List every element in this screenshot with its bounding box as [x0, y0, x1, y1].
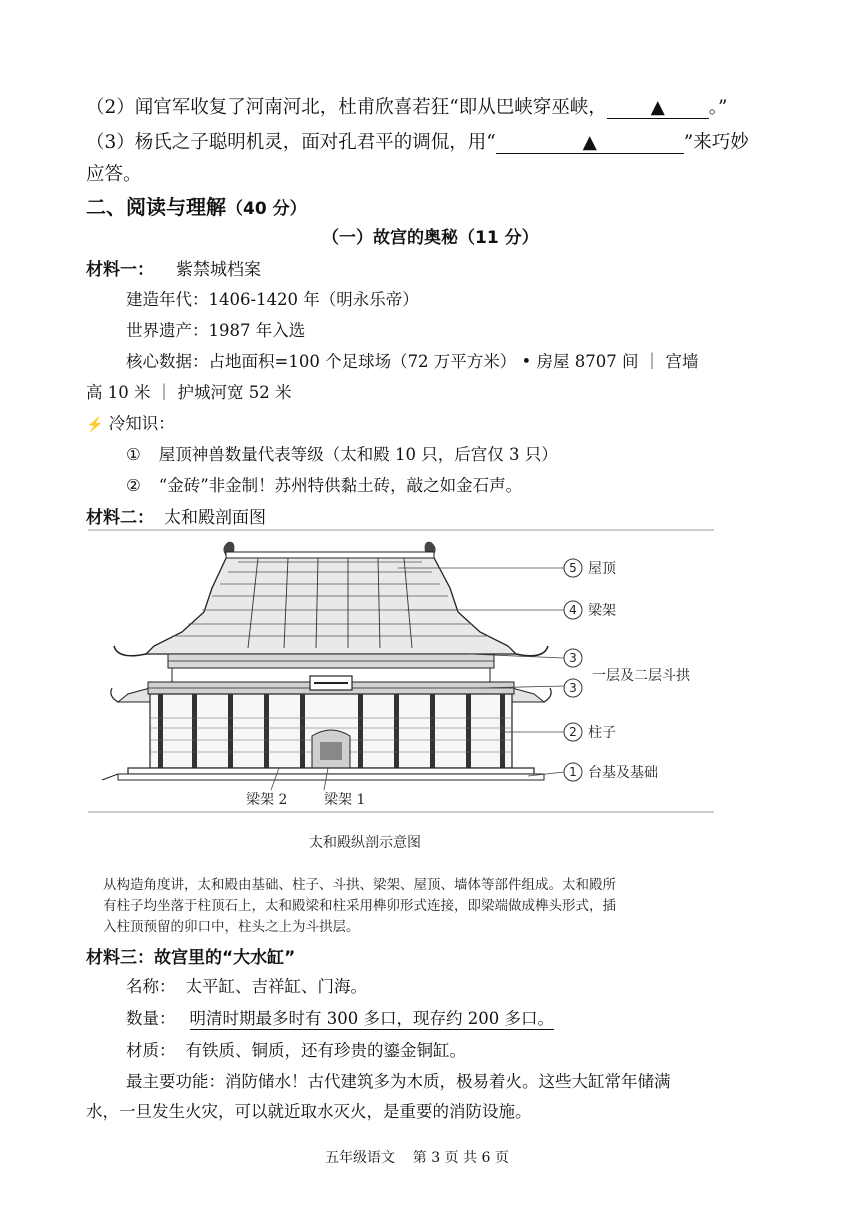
material-1-line-3: 核心数据：占地面积=100 个足球场（72 万平方米） • 房屋 8707 间 ｜ 宫墙 — [126, 352, 699, 371]
question-2: （2）闻官军收复了河南河北，杜甫欣喜若狂“即从巴峡穿巫峡， ▲ 。” — [86, 97, 728, 118]
material-1-line-2: 世界遗产：1987 年入选 — [126, 321, 306, 340]
label-number-4: 4 — [569, 603, 577, 617]
material-1-label: 材料一： — [86, 260, 154, 280]
page-footer: 五年级语文 第 3 页 共 6 页 — [325, 1150, 509, 1166]
material-1-heading — [86, 255, 261, 280]
label-roof: 屋顶 — [588, 561, 616, 577]
trivia-label: 冷知识： — [108, 414, 175, 433]
question-3-text: （3）杨氏之子聪明机灵，面对孔君平的调侃，用“ — [86, 132, 496, 153]
material-3-material: 材质： 有铁质、铜质，还有珍贵的鎏金铜缸。 — [126, 1041, 466, 1060]
label-beam: 梁架 — [588, 603, 616, 619]
answer-blank-3[interactable]: ▲ — [496, 132, 684, 154]
question-3-continuation: 应答。 — [86, 164, 142, 185]
label-beam-2: 梁架 2 — [246, 792, 288, 808]
trivia-heading — [86, 410, 175, 434]
hall-section-diagram — [88, 528, 714, 818]
material-3-heading — [86, 943, 295, 968]
section-heading — [86, 191, 307, 220]
figure-caption: 太和殿纵剖示意图 — [309, 834, 421, 850]
label-bracket: 一层及二层斗拱 — [592, 668, 690, 684]
section-title: 二、阅读与理解 — [86, 195, 226, 219]
material-3-label: 材料三：故宫里的“大水缸” — [86, 948, 296, 968]
section-score: （40 分） — [226, 199, 307, 219]
count-underlined: 明清时期最多时有 300 多口，现存约 200 多口。 — [189, 1009, 554, 1028]
material-2-heading — [86, 503, 266, 528]
material-3-function-1: 最主要功能：消防储水！古代建筑多为木质，极易着火。这些大缸常年储满 — [126, 1072, 671, 1091]
material-2-label: 材料二： — [86, 508, 154, 528]
label-number-3a: 3 — [569, 651, 577, 665]
label-number-3b: 3 — [569, 681, 577, 695]
item-number-1: ① — [126, 445, 141, 464]
item-number-2: ② — [126, 476, 141, 495]
trivia-item-1: ① 屋顶神兽数量代表等级（太和殿 10 只，后宫仅 3 只） — [126, 445, 558, 464]
label-number-1: 1 — [569, 765, 577, 779]
lightning-icon: ⚡ — [86, 417, 104, 433]
question-2-text: （2）闻官军收复了河南河北，杜甫欣喜若狂“即从巴峡穿巫峡， — [86, 97, 607, 118]
answer-blank-2[interactable]: ▲ — [607, 97, 709, 119]
label-number-2: 2 — [569, 725, 577, 739]
label-beam-1: 梁架 1 — [324, 792, 366, 808]
trivia-item-2: ② “金砖”非金制！苏州特供黏土砖，敲之如金石声。 — [126, 476, 523, 495]
description-line-3: 入柱顶预留的卯口中，柱头之上为斗拱层。 — [103, 919, 360, 934]
material-3-function-2: 水，一旦发生火灾，可以就近取水灭火，是重要的消防设施。 — [86, 1102, 532, 1121]
material-1-title: 紫禁城档案 — [176, 260, 261, 280]
label-pillar: 柱子 — [588, 725, 616, 741]
question-3: （3）杨氏之子聪明机灵，面对孔君平的调侃，用“ ▲ ”来巧妙 — [86, 132, 749, 153]
label-number-5: 5 — [569, 561, 577, 575]
material-3-name: 名称： 太平缸、吉祥缸、门海。 — [126, 977, 367, 996]
material-1-line-4: 高 10 米 ｜ 护城河宽 52 米 — [86, 383, 292, 402]
figure-description — [103, 874, 616, 937]
description-line-1: 从构造角度讲，太和殿由基础、柱子、斗拱、梁架、屋顶、墙体等部件组成。太和殿所 — [103, 877, 616, 892]
material-3-count: 数量： 明清时期最多时有 300 多口，现存约 200 多口。 — [126, 1009, 554, 1028]
description-line-2: 有柱子均坐落于柱顶石上，太和殿梁和柱采用榫卯形式连接，即梁端做成榫头形式，插 — [103, 898, 616, 913]
material-1-line-1: 建造年代：1406-1420 年（明永乐帝） — [126, 290, 419, 309]
material-2-title: 太和殿剖面图 — [164, 508, 266, 528]
subsection-title: （一）故宫的奥秘（11 分） — [322, 228, 539, 248]
label-base: 台基及基础 — [588, 765, 658, 781]
